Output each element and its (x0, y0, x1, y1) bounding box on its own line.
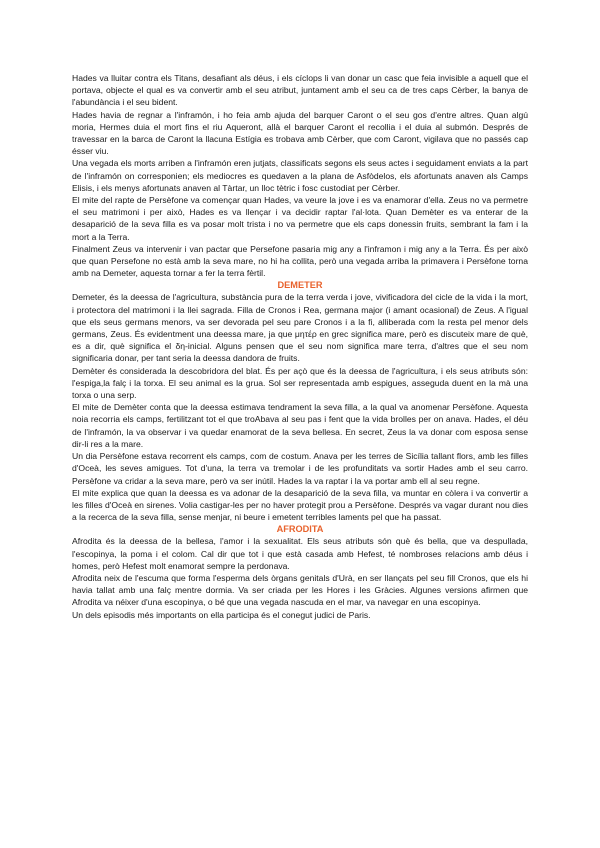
paragraph: Un dia Persèfone estava recorrent els camps, com de costum. Anava per les terres de Sicília tallant flors, amb les filles d'Oceà, les seves amigues. Tot d'una, la terra va tremolar i de les profunditats va sortir Hades amb el seu carro. Persèfone va cridar a la seva mare, però va ser inútil. Hades la va raptar i la va portar amb ell al seu regne. (72, 451, 528, 486)
paragraph: El mite del rapte de Persèfone va començar quan Hades, va veure la jove i es va enamorar d'ella. Zeus no va permetre el seu matrimoni i per això, Hades es va llençar i va decidir raptar l'al·lota. Quan Demèter es va enterar de la desaparició de la seva filla es va posar molt trista i no va permetre que els caps donessin fruits, sembrant la fam i la mort a la Terra. (72, 195, 528, 242)
paragraph: El mite explica que quan la deessa es va adonar de la desaparició de la seva filla, va muntar en còlera i va convertir a les filles d'Oceà en sirenes. Volia castigar-les per no haver protegit prou a Persèfone. Després va vagar durant nou dies a la recerca de la seva filla, sense menjar, ni beure i emetent terribles laments pel que ha passat. (72, 487, 528, 523)
document-page (72, 72, 528, 621)
intro-section (72, 72, 528, 279)
paragraph: Afrodita neix de l'escuma que forma l'esperma dels òrgans genitals d'Urà, en ser llançats pel seu fill Cronos, que els hi havia tallat amb una falç mentre dormia. Va ser criada per les Hores i les Gràcies. Algunes versions afirmen que Afrodita va néixer d'una escopinya, o bé que una vegada nascuda en el mar, va navegar en una escopinya. (72, 572, 528, 608)
section-title-demeter: DEMETER (277, 280, 323, 291)
paragraph: Afrodita és la deessa de la bellesa, l'amor i la sexualitat. Els seus atributs són què és bella, que va despullada, l'escopinya, la poma i el colom. Cal dir que tot i que està casada amb Hefest, té nombroses relacions amb déus i homes, però Hefest molt enamorat sempre la perdonava. (72, 536, 528, 571)
section-title-afrodita: AFRODITA (276, 524, 324, 535)
paragraph: Demèter és considerada la descobridora del blat. És per açò que és la deessa de l'agricultura, i els seus atributs són: l'espiga,la falç i la torxa. El seu animal es la grua. Sol ser representada amb espigues, asseguda duent en la mà una torxa o una serp. (72, 365, 528, 401)
paragraph: Un dels episodis més importants on ella participa és el conegut judici de Paris. (72, 609, 371, 620)
paragraph: El mite de Demèter conta que la deessa estimava tendrament la seva filla, a la qual va anomenar Persèfone. Aquesta noia recorria els camps, fertilitzant tot el que troAbava al seu pas i fent que la vida brolles per on anava. Hades, el déu de l'inframón, la va observar i va quedar enamorat de la seva bellesa. En secret, Zeus la va donar com esposa sense dir-li res a la mare. (72, 402, 528, 449)
afrodita-section (72, 523, 528, 620)
paragraph: Una vegada els morts arriben a l'inframón eren jutjats, classificats segons els seus actes i seguidament enviats a la part de l'inframón on corresponien; els mediocres es quedaven a la plana de Asfòdelos, els afortunats anaven als Camps Elisis, i els menys afortunats anaven al Tàrtar, un lloc tètric i fosc custodiat per Cèrber. (72, 158, 528, 193)
paragraph: Hades havia de regnar a l'inframón, i ho feia amb ajuda del barquer Caront o el seu gos d'entre altres. Quan algú moria, Hermes duia el mort fins el riu Aqueront, allà el barquer Caront el recollia i el duia al submón. Després de travessar en la barca de Caront la llacuna Estígia es trobava amb Cèrber, que com Caront, vigilava que no passés cap ésser viu. (72, 109, 528, 157)
paragraph: Hades va lluitar contra els Titans, desafiant als déus, i els cíclops li van donar un casc que feia invisible a aquell que el portava, objecte el qual es va convertir amb el seu atribut, juntament amb el seu ca de tres caps Cèrber, la banya de l'abundància i el seu bident. (72, 73, 528, 108)
paragraph: Demeter, és la deessa de l'agricultura, substància pura de la terra verda i jove, vivificadora del cicle de la vida i la mort, i protectora del matrimoni i la llei sagrada. Filla de Cronos i Rea, germana major (i amant ocasional) de Zeus. A l'igual que els seus germans menors, va ser devorada pel seu pare Cronos i a la fi, alliberada com la resta pel menor dels germans, Zeus. És evidentment una deessa mare, ja que μητέρ en grec significa mare, però es discuteix mare de què, es a dir, què significa el δη-inicial. Alguns pensen que el seu nom significa mare terra, d'altres que el seu nom significaria donar, per tant seria la deessa dandora de fruits. (72, 292, 528, 364)
paragraph: Finalment Zeus va intervenir i van pactar que Persefone pasaria mig any a l'inframon i mig any a la Terra. És per això que quan Persefone no està amb la seva mare, no hi ha collita, però una vegada arriba la primavera i Persèfone torna amb na Demeter, aquesta tornar a fer la terra fèrtil. (72, 243, 528, 279)
demeter-section (72, 279, 528, 523)
